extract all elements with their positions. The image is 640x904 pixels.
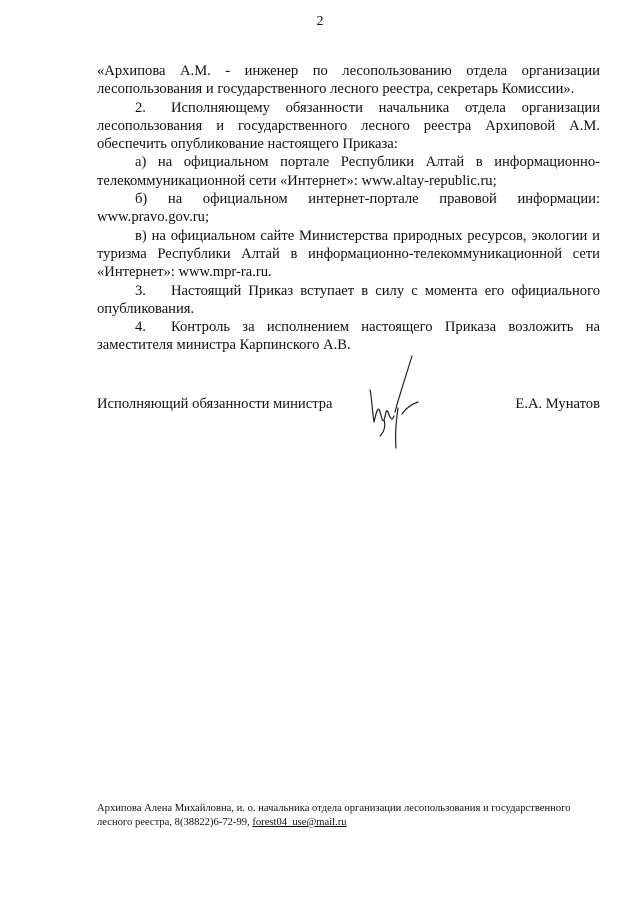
signatory-name: Е.А. Мунатов (515, 396, 600, 412)
paragraph-2c: в) на официальном сайте Министерства природных ресурсов, экологии и туризма Республики Алтай в информационно-телекоммуникационной сети «Интернет»: www.mpr-ra.ru. (97, 227, 600, 281)
paragraph-3-text: Настоящий Приказ вступает в силу с момента его официального опубликования. (97, 282, 600, 317)
paragraph-2a: а) на официальном портале Республики Алтай в информационно-телекоммуникационной сети «Интернет»: www.altay-republic.ru; (97, 154, 600, 189)
page-number: 2 (316, 14, 324, 29)
footer-contact-text: Архипова Алена Михайловна, и. о. начальника отдела организации лесопользования и государственного лесного реестра, 8(38822)6-72-99, (97, 803, 571, 828)
document-footer (97, 802, 600, 830)
paragraph-4 (97, 318, 600, 355)
footer-email-link[interactable]: forest04_use@mail.ru (252, 817, 347, 828)
paragraph-2-text: Исполняющему обязанности начальника отдела организации лесопользования и государственного лесного реестра Архиповой А.М. обеспечить опубликование настоящего Приказа: (97, 99, 600, 153)
paragraph-2-number: 2. (135, 99, 146, 116)
signatory-title: Исполняющий обязанности министра (97, 396, 333, 412)
paragraph-2 (97, 99, 600, 154)
paragraph-1-continuation: «Архипова А.М. - инженер по лесопользованию отдела организации лесопользования и государственного лесного реестра, секретарь Комиссии». (97, 63, 600, 98)
paragraph-4-text: Контроль за исполнением настоящего Приказа возложить на заместителя министра Карпинского А.В. (97, 319, 600, 354)
paragraph-2b: б) на официальном интернет-портале правовой информации: www.pravo.gov.ru; (97, 191, 600, 226)
paragraph-4-number: 4. (135, 319, 146, 336)
paragraph-3 (97, 282, 600, 319)
handwritten-signature (362, 352, 432, 450)
document-body (97, 62, 600, 355)
paragraph-3-number: 3. (135, 282, 146, 299)
